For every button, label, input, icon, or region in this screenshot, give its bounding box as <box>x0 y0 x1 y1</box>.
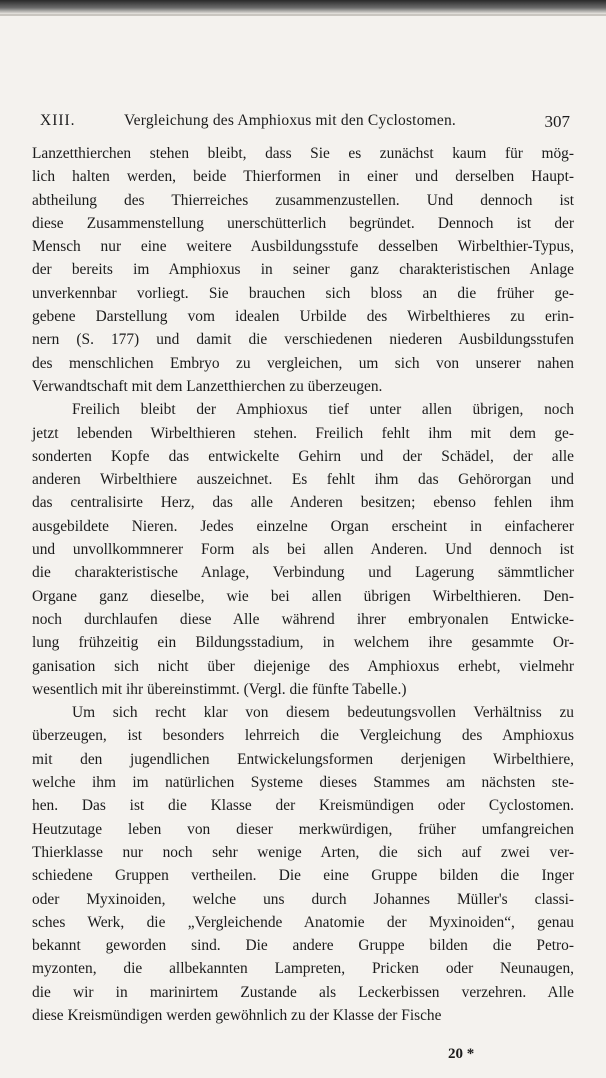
text-line: Organe ganz dieselbe, wie bei allen übrigen Wirbelthieren. Den- <box>32 587 574 605</box>
paragraph <box>32 701 574 1027</box>
scan-top-edge <box>0 0 606 14</box>
text-line: abtheilung des Thierreiches zusammenzustellen. Und dennoch ist <box>32 191 574 209</box>
text-line: das centralisirte Herz, das alle Anderen besitzen; ebenso fehlen ihm <box>32 494 574 512</box>
text-line: Thierklasse nur noch sehr wenige Arten, die sich auf zwei ver- <box>32 843 574 861</box>
paragraph <box>32 398 574 701</box>
body-text <box>32 142 574 1027</box>
text-line: wesentlich mit ihr übereinstimmt. (Vergl. die fünfte Tabelle.) <box>32 680 407 698</box>
sheet-signature: 20 * <box>448 1046 475 1062</box>
text-line: welche ihm im natürlichen Systeme dieses Stammes am nächsten ste- <box>32 774 574 792</box>
paragraph <box>32 142 574 398</box>
text-line: myzonten, die allbekannten Lampreten, Pricken oder Neunaugen, <box>32 960 574 978</box>
text-line: bekannt geworden sind. Die andere Gruppe bilden die Petro- <box>32 937 574 955</box>
text-line: nern (S. 177) und damit die verschiedenen niederen Ausbildungsstufen <box>32 331 574 349</box>
text-line: noch durchlaufen diese Alle während ihrer embryonalen Entwicke- <box>32 610 574 628</box>
text-line: ganisation sich nicht über diejenige des Amphioxus erhebt, vielmehr <box>32 657 574 675</box>
text-line: anderen Wirbelthiere auszeichnet. Es fehlt ihm das Gehörorgan und <box>32 471 574 489</box>
text-line: Mensch nur eine weitere Ausbildungsstufe desselben Wirbelthier-Typus, <box>32 238 574 256</box>
text-line: überzeugen, ist besonders lehrreich die Vergleichung des Amphioxus <box>32 727 574 745</box>
scan-top-edge-line <box>0 14 606 16</box>
page-header <box>40 112 570 134</box>
text-line: sonderten Kopfe das entwickelte Gehirn und der Schädel, der alle <box>32 447 574 465</box>
text-line: unverkennbar vorliegt. Sie brauchen sich bloss an die früher ge- <box>32 284 574 302</box>
text-line: die charakteristische Anlage, Verbindung und Lagerung sämmtlicher <box>32 564 574 582</box>
running-title: Vergleichung des Amphioxus mit den Cyclostomen. <box>124 112 457 129</box>
chapter-number: XIII. <box>40 112 76 129</box>
text-line: ausgebildete Nieren. Jedes einzelne Organ erscheint in einfacherer <box>32 517 574 535</box>
text-line: hen. Das ist die Klasse der Kreismündigen oder Cyclostomen. <box>32 797 574 815</box>
text-line: der bereits im Amphioxus in seiner ganz charakteristischen Anlage <box>32 261 574 279</box>
text-line: mit den jugendlichen Entwickelungsformen derjenigen Wirbelthiere, <box>32 750 574 768</box>
text-line: lich halten werden, beide Thierformen in einer und derselben Haupt- <box>32 168 574 186</box>
text-line: jetzt lebenden Wirbelthieren stehen. Freilich fehlt ihm mit dem ge- <box>32 424 574 442</box>
text-line: und unvollkommnerer Form als bei allen Anderen. Und dennoch ist <box>32 541 574 559</box>
text-line: Freilich bleibt der Amphioxus tief unter allen übrigen, noch <box>72 401 574 419</box>
text-line: diese Kreismündigen werden gewöhnlich zu der Klasse der Fische <box>32 1006 442 1024</box>
text-line: Lanzetthierchen stehen bleibt, dass Sie es zunächst kaum für mög- <box>32 145 574 162</box>
text-line: des menschlichen Embryo zu vergleichen, um sich von unserer nahen <box>32 354 574 372</box>
text-line: gebene Darstellung vom idealen Urbilde des Wirbelthieres zu erin- <box>32 308 574 326</box>
text-line: lung frühzeitig ein Bildungsstadium, in welchem ihre gesammte Or- <box>32 634 574 652</box>
text-line: sches Werk, die „Vergleichende Anatomie der Myxinoiden“, genau <box>32 913 574 931</box>
text-line: Verwandtschaft mit dem Lanzetthierchen zu überzeugen. <box>32 377 383 395</box>
text-line: schiedene Gruppen vertheilen. Die eine Gruppe bilden die Inger <box>32 867 574 885</box>
text-line: oder Myxinoiden, welche uns durch Johannes Müller's classi- <box>32 890 574 908</box>
text-line: diese Zusammenstellung unerschütterlich begründet. Dennoch ist der <box>32 214 574 232</box>
page-number: 307 <box>544 112 570 131</box>
text-line: Um sich recht klar von diesem bedeutungsvollen Verhältniss zu <box>72 704 574 722</box>
text-line: Heutzutage leben von dieser merkwürdigen, früher umfangreichen <box>32 820 574 838</box>
text-line: die wir in marinirtem Zustande als Leckerbissen verzehren. Alle <box>32 983 574 1001</box>
